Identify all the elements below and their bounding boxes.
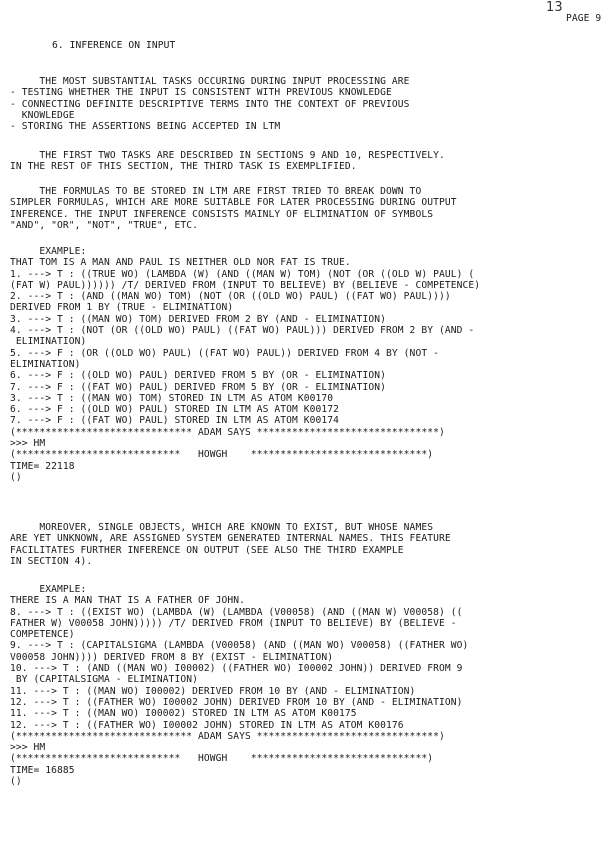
text-line: 12. ---> T : ((FATHER WO) I00002 JOHN) DERIVED FROM 10 BY (AND - ELIMINATION) bbox=[10, 696, 463, 708]
text-line: DERIVED FROM 1 BY (TRUE - ELIMINATION) bbox=[10, 302, 234, 314]
text-line: ARE YET UNKNOWN, ARE ASSIGNED SYSTEM GENERATED INTERNAL NAMES. THIS FEATURE bbox=[10, 533, 451, 545]
moreover-paragraph bbox=[10, 522, 610, 567]
text-line: () bbox=[10, 776, 22, 788]
text-line: KNOWLEDGE bbox=[10, 109, 75, 121]
text-line: TIME= 16885 bbox=[10, 764, 75, 776]
text-line: - STORING THE ASSERTIONS BEING ACCEPTED IN LTM bbox=[10, 121, 281, 133]
text-line: - CONNECTING DEFINITE DESCRIPTIVE TERMS INTO THE CONTEXT OF PREVIOUS bbox=[10, 98, 410, 110]
text-line: THE FIRST TWO TASKS ARE DESCRIBED IN SECTIONS 9 AND 10, RESPECTIVELY. bbox=[10, 150, 445, 161]
text-line: THERE IS A MAN THAT IS A FATHER OF JOHN. bbox=[10, 595, 246, 607]
text-line: IN THE REST OF THIS SECTION, THE THIRD TASK IS EXEMPLIFIED. bbox=[10, 161, 357, 173]
text-line: 3. ---> T : ((MAN WO) TOM) STORED IN LTM AS ATOM K00170 bbox=[10, 392, 334, 404]
text-line: 2. ---> T : (AND ((MAN WO) TOM) (NOT (OR ((OLD WO) PAUL) ((FAT WO) PAUL)))) bbox=[10, 291, 451, 303]
text-line: TIME= 22118 bbox=[10, 460, 75, 472]
example-2-transcript bbox=[10, 584, 610, 787]
section-heading: 6. INFERENCE ON INPUT bbox=[52, 40, 176, 51]
text-line: "AND", "OR", "NOT", "TRUE", ETC. bbox=[10, 219, 199, 231]
text-line: 11. ---> T : ((MAN WO) I00002) DERIVED FROM 10 BY (AND - ELIMINATION) bbox=[10, 685, 416, 697]
text-line: 9. ---> T : (CAPITALSIGMA (LAMBDA (V00058) (AND ((MAN WO) V00058) ((FATHER WO) bbox=[10, 640, 469, 652]
text-line: FACILITATES FURTHER INFERENCE ON OUTPUT (SEE ALSO THE THIRD EXAMPLE bbox=[10, 544, 404, 556]
example-1-transcript bbox=[10, 246, 610, 483]
tasks-paragraph bbox=[10, 150, 610, 173]
text-line: THE FORMULAS TO BE STORED IN LTM ARE FIRST TRIED TO BREAK DOWN TO bbox=[10, 186, 422, 197]
text-line: 12. ---> T : ((FATHER WO) I00002 JOHN) STORED IN LTM AS ATOM K00176 bbox=[10, 719, 404, 731]
text-line: 7. ---> F : ((FAT WO) PAUL) DERIVED FROM 5 BY (OR - ELIMINATION) bbox=[10, 381, 387, 393]
text-line: (**************************** HOWGH ******************************) bbox=[10, 449, 434, 461]
text-line: 4. ---> T : (NOT (OR ((OLD WO) PAUL) ((FAT WO) PAUL))) DERIVED FROM 2 BY (AND - bbox=[10, 325, 475, 337]
text-line: FATHER W) V00058 JOHN))))) /T/ DERIVED FROM (INPUT TO BELIEVE) BY (BELIEVE - bbox=[10, 617, 457, 629]
text-line: MOREOVER, SINGLE OBJECTS, WHICH ARE KNOWN TO EXIST, BUT WHOSE NAMES bbox=[10, 522, 434, 533]
text-line: 8. ---> T : ((EXIST WO) (LAMBDA (W) (LAMBDA (V00058) (AND ((MAN W) V00058) (( bbox=[10, 606, 463, 618]
text-line: EXAMPLE: bbox=[10, 584, 87, 595]
text-line: (****************************** ADAM SAYS *******************************) bbox=[10, 730, 445, 742]
text-line: THAT TOM IS A MAN AND PAUL IS NEITHER OLD NOR FAT IS TRUE. bbox=[10, 257, 351, 269]
text-line: V00058 JOHN)))) DERIVED FROM 8 BY (EXIST - ELIMINATION) bbox=[10, 651, 334, 663]
text-line: SIMPLER FORMULAS, WHICH ARE MORE SUITABLE FOR LATER PROCESSING DURING OUTPUT bbox=[10, 197, 457, 209]
text-line: 10. ---> T : (AND ((MAN WO) I00002) ((FATHER WO) I00002 JOHN)) DERIVED FROM 9 bbox=[10, 663, 463, 675]
text-line: () bbox=[10, 471, 22, 483]
text-line: COMPETENCE) bbox=[10, 629, 75, 641]
text-line: EXAMPLE: bbox=[10, 246, 87, 257]
text-line: (****************************** ADAM SAYS *******************************) bbox=[10, 426, 445, 438]
text-line: - TESTING WHETHER THE INPUT IS CONSISTENT WITH PREVIOUS KNOWLEDGE bbox=[10, 87, 392, 99]
text-line: THE MOST SUBSTANTIAL TASKS OCCURING DURING INPUT PROCESSING ARE bbox=[10, 76, 410, 87]
text-line: >>> HM bbox=[10, 742, 46, 754]
text-line: ELIMINATION) bbox=[10, 358, 81, 370]
intro-paragraph bbox=[10, 76, 610, 132]
text-line: (FAT W) PAUL)))))) /T/ DERIVED FROM (INPUT TO BELIEVE) BY (BELIEVE - COMPETENCE) bbox=[10, 279, 481, 291]
text-line: INFERENCE. THE INPUT INFERENCE CONSISTS MAINLY OF ELIMINATION OF SYMBOLS bbox=[10, 208, 434, 220]
text-line: 1. ---> T : ((TRUE WO) (LAMBDA (W) (AND ((MAN W) TOM) (NOT (OR ((OLD W) PAUL) ( bbox=[10, 268, 475, 280]
text-line: 11. ---> T : ((MAN WO) I00002) STORED IN LTM AS ATOM K00175 bbox=[10, 708, 357, 720]
text-line: 6. ---> F : ((OLD WO) PAUL) STORED IN LTM AS ATOM K00172 bbox=[10, 404, 340, 416]
text-line: >>> HM bbox=[10, 438, 46, 450]
text-line: 3. ---> T : ((MAN WO) TOM) DERIVED FROM 2 BY (AND - ELIMINATION) bbox=[10, 313, 387, 325]
formulas-paragraph bbox=[10, 186, 610, 231]
page-label: PAGE 9 bbox=[566, 13, 602, 24]
text-line: (**************************** HOWGH ******************************) bbox=[10, 753, 434, 765]
handwritten-page-number: 13 bbox=[546, 0, 563, 15]
text-line: 5. ---> F : (OR ((OLD WO) PAUL) ((FAT WO) PAUL)) DERIVED FROM 4 BY (NOT - bbox=[10, 347, 439, 359]
text-line: ELIMINATION) bbox=[10, 336, 87, 348]
text-line: IN SECTION 4). bbox=[10, 555, 93, 567]
text-line: 7. ---> F : ((FAT WO) PAUL) STORED IN LTM AS ATOM K00174 bbox=[10, 415, 340, 427]
text-line: 6. ---> F : ((OLD WO) PAUL) DERIVED FROM 5 BY (OR - ELIMINATION) bbox=[10, 370, 387, 382]
text-line: BY (CAPITALSIGMA - ELIMINATION) bbox=[10, 674, 199, 686]
